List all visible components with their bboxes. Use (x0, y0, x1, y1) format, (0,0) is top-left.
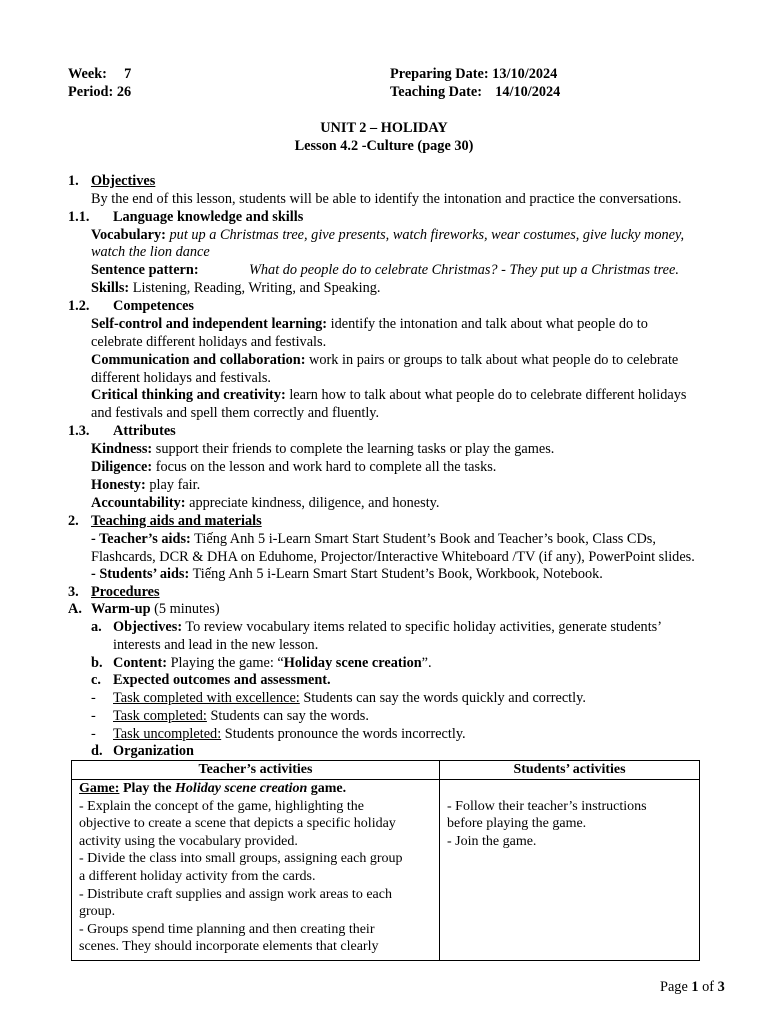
self-control-line (91, 316, 648, 334)
vocabulary-label: Vocabulary: (91, 227, 166, 243)
diligence-label: Diligence: (91, 459, 153, 475)
teacher-step-line: - Explain the concept of the game, highlighting the (79, 798, 364, 814)
section-1-1-title: Language knowledge and skills (113, 209, 304, 225)
game-pre: Play the (122, 781, 172, 796)
self-control-label: Self-control and independent learning: (91, 316, 328, 332)
outcome-dash-1: - (91, 690, 96, 706)
communication-label: Communication and collaboration: (91, 352, 306, 368)
student-step-line: before playing the game. (447, 816, 587, 832)
teaching-date-line (390, 84, 560, 102)
warmup-duration: (5 minutes) (154, 601, 220, 617)
self-control-text: identify the intonation and talk about what people do to (330, 316, 648, 332)
student-activities-header: Students’ activities (440, 761, 700, 780)
teacher-step-line: - Divide the class into small groups, assigning each group (79, 851, 403, 867)
section-1-2-number: 1.2. (68, 298, 90, 314)
kindness-label: Kindness: (91, 441, 153, 457)
vocabulary-line (91, 227, 684, 245)
warmup-content-pre: Playing the game: “ (170, 655, 284, 671)
week-line (68, 66, 131, 84)
game-post: game. (310, 781, 347, 796)
teacher-activities-cell (72, 780, 440, 961)
warmup-content-post: ”. (421, 655, 432, 671)
page-total: 3 (717, 979, 725, 995)
page-label: Page (660, 979, 688, 995)
teacher-step-line: - Distribute craft supplies and assign work areas to each (79, 886, 392, 902)
game-name: Holiday scene creation (175, 781, 308, 796)
section-3-heading: Procedures (91, 584, 160, 600)
section-2-heading: Teaching aids and materials (91, 513, 262, 529)
student-aids-text: Tiếng Anh 5 i-Learn Smart Start Student’s Book, Workbook, Notebook. (192, 566, 603, 582)
diligence-line (91, 459, 496, 477)
teacher-step-line: activity using the vocabulary provided. (79, 833, 298, 849)
accountability-label: Accountability: (91, 495, 186, 511)
communication-text: work in pairs or groups to talk about what people do to celebrate (309, 352, 679, 368)
week-value: 7 (124, 66, 132, 82)
student-activities-cell (440, 780, 700, 961)
outcome-excellence-line (113, 690, 586, 708)
outcome-uncompleted-label: Task uncompleted: (113, 726, 222, 742)
warmup-content-line (113, 655, 432, 673)
warmup-objectives-label: Objectives: (113, 619, 183, 635)
critical-thinking-text: learn how to talk about what people do to celebrate different holidays (289, 387, 687, 403)
outcome-excellence-text: Students can say the words quickly and correctly. (303, 690, 586, 706)
teacher-step-line: scenes. They should incorporate elements that clearly (79, 939, 379, 955)
communication-line (91, 352, 678, 370)
item-b-letter: b. (91, 655, 103, 671)
student-aids-line (91, 566, 603, 584)
warmup-line (91, 601, 220, 619)
outcome-uncompleted-line (113, 726, 466, 744)
section-1-heading: Objectives (91, 173, 156, 189)
game-title-line (79, 780, 432, 798)
section-3-number: 3. (68, 584, 79, 600)
accountability-line (91, 495, 439, 513)
teacher-activities-header: Teacher’s activities (72, 761, 440, 780)
outcome-uncompleted-text: Students pronounce the words incorrectly. (224, 726, 466, 742)
warmup-objectives-text-cont: interests and lead in the new lesson. (113, 637, 319, 653)
warmup-objectives-line (113, 619, 662, 637)
kindness-line (91, 441, 554, 459)
sentence-pattern-label: Sentence pattern: (91, 262, 199, 278)
unit-title: UNIT 2 – HOLIDAY (320, 120, 448, 136)
accountability-text: appreciate kindness, diligence, and honesty. (189, 495, 440, 511)
critical-thinking-line (91, 387, 686, 405)
warmup-content-label: Content: (113, 655, 168, 671)
honesty-text: play fair. (149, 477, 201, 493)
teacher-step-line: group. (79, 904, 116, 920)
section-1-1-number: 1.1. (68, 209, 90, 225)
critical-thinking-label: Critical thinking and creativity: (91, 387, 286, 403)
self-control-text-cont: celebrate different holidays and festivals. (91, 334, 327, 350)
item-a-letter: a. (91, 619, 102, 635)
expected-outcomes-heading: Expected outcomes and assessment. (113, 672, 331, 688)
student-aids-label: - Students’ aids: (91, 566, 190, 582)
student-step-line: - Follow their teacher’s instructions (447, 798, 647, 814)
organization-table (71, 760, 700, 961)
student-step-line: - Join the game. (447, 833, 537, 849)
organization-heading: Organization (113, 743, 195, 759)
skills-value: Listening, Reading, Writing, and Speaking. (132, 280, 381, 296)
critical-thinking-text-cont: and festivals and spell them correctly and fluently. (91, 405, 380, 421)
item-c-letter: c. (91, 672, 101, 688)
sentence-pattern-value: What do people do to celebrate Christmas? - They put up a Christmas tree. (249, 262, 679, 278)
section-1-3-number: 1.3. (68, 423, 90, 439)
section-1-2-title: Competences (113, 298, 194, 314)
lesson-title: Lesson 4.2 -Culture (page 30) (294, 138, 474, 154)
table-header-row (72, 761, 700, 780)
skills-line (91, 280, 380, 298)
honesty-line (91, 477, 200, 495)
period-line: Period: 26 (68, 84, 132, 100)
section-1-number: 1. (68, 173, 79, 189)
vocabulary-items: put up a Christmas tree, give presents, watch fireworks, wear costumes, give lucky money, (169, 227, 685, 243)
teacher-aids-text-cont: Flashcards, DCR & DHA on Eduhome, Projector/Interactive Whiteboard /TV (if any), PowerPoint slides. (91, 549, 695, 565)
communication-text-cont: different holidays and festivals. (91, 370, 271, 386)
page-number (660, 979, 725, 997)
outcome-dash-2: - (91, 708, 96, 724)
skills-label: Skills: (91, 280, 130, 296)
week-label: Week: (68, 66, 107, 82)
teacher-step-line: objective to create a scene that depicts a specific holiday (79, 816, 396, 832)
table-row (72, 780, 700, 961)
teaching-date-value: 14/10/2024 (495, 84, 561, 100)
warmup-objectives-text: To review vocabulary items related to specific holiday activities, generate students’ (185, 619, 662, 635)
outcome-dash-3: - (91, 726, 96, 742)
teacher-aids-label: - Teacher’s aids: (91, 531, 191, 547)
teaching-date-label: Teaching Date: (390, 84, 483, 100)
kindness-text: support their friends to complete the learning tasks or play the games. (155, 441, 555, 457)
page-current: 1 (691, 979, 699, 995)
honesty-label: Honesty: (91, 477, 146, 493)
game-label: Game: (79, 781, 120, 796)
page-of: of (702, 979, 715, 995)
warmup-game-name: Holiday scene creation (283, 655, 422, 671)
objectives-intro: By the end of this lesson, students will be able to identify the intonation and practice the conversations. (91, 191, 682, 207)
warmup-label: Warm-up (91, 601, 151, 617)
teacher-aids-text: Tiếng Anh 5 i-Learn Smart Start Student’s Book and Teacher’s book, Class CDs, (194, 531, 656, 547)
vocabulary-items-cont: watch the lion dance (91, 244, 210, 260)
outcome-completed-text: Students can say the words. (210, 708, 369, 724)
outcome-completed-label: Task completed: (113, 708, 207, 724)
warmup-letter: A. (68, 601, 82, 617)
section-1-3-title: Attributes (113, 423, 176, 439)
teacher-aids-line (91, 531, 656, 549)
teacher-step-line: a different holiday activity from the cards. (79, 868, 316, 884)
teacher-step-line: - Groups spend time planning and then creating their (79, 921, 375, 937)
outcome-excellence-label: Task completed with excellence: (113, 690, 300, 706)
diligence-text: focus on the lesson and work hard to complete all the tasks. (155, 459, 497, 475)
item-d-letter: d. (91, 743, 103, 759)
section-2-number: 2. (68, 513, 79, 529)
outcome-completed-line (113, 708, 369, 726)
preparing-date: Preparing Date: 13/10/2024 (390, 66, 558, 82)
